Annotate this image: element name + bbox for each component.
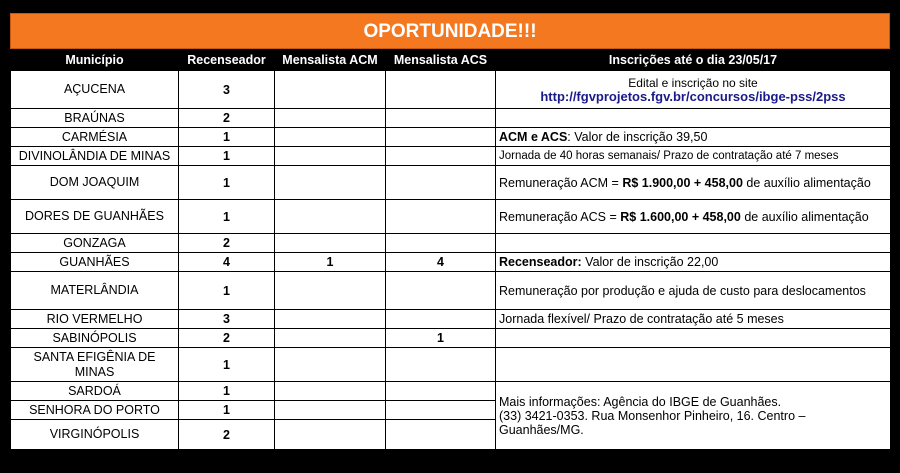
cell-acs: [386, 272, 496, 310]
table-row: [11, 147, 891, 166]
remuneracao-acs-cell: [496, 200, 891, 234]
cell-acm: 1: [275, 253, 386, 272]
cell-recenseador: 1: [179, 166, 275, 200]
cell-municipio: DOM JOAQUIM: [11, 166, 179, 200]
acm-acs-fee: : Valor de inscrição 39,50: [567, 130, 708, 144]
jornada-40-cell: Jornada de 40 horas semanais/ Prazo de contratação até 7 meses: [496, 147, 891, 166]
cell-acs: [386, 401, 496, 420]
rem-acm-prefix: Remuneração ACM =: [499, 175, 623, 190]
cell-acs: [386, 310, 496, 329]
mais-informacoes-cell: [496, 382, 891, 450]
banner-title: OPORTUNIDADE!!!: [10, 13, 890, 49]
header-inscricoes: Inscrições até o dia 23/05/17: [496, 50, 891, 71]
cell-recenseador: 2: [179, 420, 275, 450]
rem-acs-value: R$ 1.600,00 + 458,00: [620, 209, 741, 224]
info-empty-cell: [496, 234, 891, 253]
cell-recenseador: 3: [179, 71, 275, 109]
rem-acs-suffix: de auxílio alimentação: [740, 209, 869, 224]
recenseador-label: Recenseador:: [499, 255, 582, 269]
cell-acm: [275, 348, 386, 382]
cell-acm: [275, 166, 386, 200]
cell-acm: [275, 401, 386, 420]
cell-recenseador: 1: [179, 382, 275, 401]
cell-acm: [275, 234, 386, 253]
table-row: [11, 109, 891, 128]
site-label: Edital e inscrição no site: [628, 75, 758, 90]
cell-recenseador: 1: [179, 200, 275, 234]
site-link[interactable]: http://fgvprojetos.fgv.br/concursos/ibge-pss/2pss: [540, 88, 846, 104]
cell-acs: [386, 200, 496, 234]
table-row: [11, 128, 891, 147]
cell-recenseador: 1: [179, 147, 275, 166]
cell-municipio: BRAÚNAS: [11, 109, 179, 128]
mais-info-line-1: Mais informações: Agência do IBGE de Guanhães.: [499, 394, 782, 409]
cell-municipio: GUANHÃES: [11, 253, 179, 272]
cell-recenseador: 3: [179, 310, 275, 329]
rem-acm-suffix: de auxílio alimentação: [742, 175, 871, 190]
cell-acs: [386, 348, 496, 382]
cell-recenseador: 1: [179, 401, 275, 420]
cell-acs: [386, 128, 496, 147]
cell-acs: 1: [386, 329, 496, 348]
table-row: [11, 348, 891, 382]
cell-municipio: SABINÓPOLIS: [11, 329, 179, 348]
cell-recenseador: 2: [179, 234, 275, 253]
cell-acm: [275, 200, 386, 234]
cell-acm: [275, 147, 386, 166]
cell-acs: [386, 147, 496, 166]
acm-acs-fee-cell: [496, 128, 891, 147]
cell-acs: [386, 109, 496, 128]
jornada-flex-cell: Jornada flexível/ Prazo de contratação até 5 meses: [496, 310, 891, 329]
cell-municipio: RIO VERMELHO: [11, 310, 179, 329]
remuneracao-producao-cell: Remuneração por produção e ajuda de custo para deslocamentos: [496, 272, 891, 310]
header-recenseador: Recenseador: [179, 50, 275, 71]
cell-municipio: DIVINOLÂNDIA DE MINAS: [11, 147, 179, 166]
site-info-cell: [496, 71, 891, 109]
cell-municipio: GONZAGA: [11, 234, 179, 253]
table-row: [11, 329, 891, 348]
cell-recenseador: 2: [179, 329, 275, 348]
opportunity-table: [10, 49, 891, 450]
info-empty-cell: [496, 348, 891, 382]
cell-acm: [275, 272, 386, 310]
cell-municipio: MATERLÂNDIA: [11, 272, 179, 310]
info-empty-cell: [496, 329, 891, 348]
table-row: [11, 253, 891, 272]
header-row: [11, 50, 891, 71]
table-row: [11, 310, 891, 329]
recenseador-fee-cell: [496, 253, 891, 272]
cell-acs: [386, 166, 496, 200]
table-row: [11, 166, 891, 200]
info-empty-cell: [496, 109, 891, 128]
acm-acs-label: ACM e ACS: [499, 130, 568, 144]
cell-acm: [275, 71, 386, 109]
cell-acm: [275, 382, 386, 401]
cell-municipio: SANTA EFIGÊNIA DE MINAS: [11, 348, 179, 382]
cell-acs: [386, 420, 496, 450]
cell-recenseador: 1: [179, 128, 275, 147]
cell-municipio: VIRGINÓPOLIS: [11, 420, 179, 450]
opportunity-table-frame: [10, 13, 890, 460]
cell-acs: 4: [386, 253, 496, 272]
cell-acs: [386, 71, 496, 109]
table-row: [11, 272, 891, 310]
cell-acs: [386, 382, 496, 401]
cell-recenseador: 1: [179, 272, 275, 310]
table-row: [11, 200, 891, 234]
mais-info-line-2: (33) 3421-0353. Rua Monsenhor Pinheiro, 16. Centro – Guanhães/MG.: [499, 408, 806, 437]
rem-acm-value: R$ 1.900,00 + 458,00: [622, 175, 743, 190]
rem-acs-prefix: Remuneração ACS =: [499, 209, 621, 224]
cell-acm: [275, 329, 386, 348]
header-mensalista-acs: Mensalista ACS: [386, 50, 496, 71]
cell-municipio: SENHORA DO PORTO: [11, 401, 179, 420]
table-row: [11, 71, 891, 109]
cell-municipio: SARDOÁ: [11, 382, 179, 401]
cell-acm: [275, 109, 386, 128]
cell-municipio: AÇUCENA: [11, 71, 179, 109]
cell-municipio: DORES DE GUANHÃES: [11, 200, 179, 234]
cell-municipio: CARMÉSIA: [11, 128, 179, 147]
cell-acm: [275, 310, 386, 329]
cell-recenseador: 1: [179, 348, 275, 382]
cell-acm: [275, 128, 386, 147]
table-row: [11, 382, 891, 401]
cell-recenseador: 2: [179, 109, 275, 128]
cell-acs: [386, 234, 496, 253]
recenseador-fee: Valor de inscrição 22,00: [581, 255, 719, 269]
remuneracao-acm-cell: [496, 166, 891, 200]
cell-acm: [275, 420, 386, 450]
cell-recenseador: 4: [179, 253, 275, 272]
header-mensalista-acm: Mensalista ACM: [275, 50, 386, 71]
header-municipio: Município: [11, 50, 179, 71]
table-row: [11, 234, 891, 253]
